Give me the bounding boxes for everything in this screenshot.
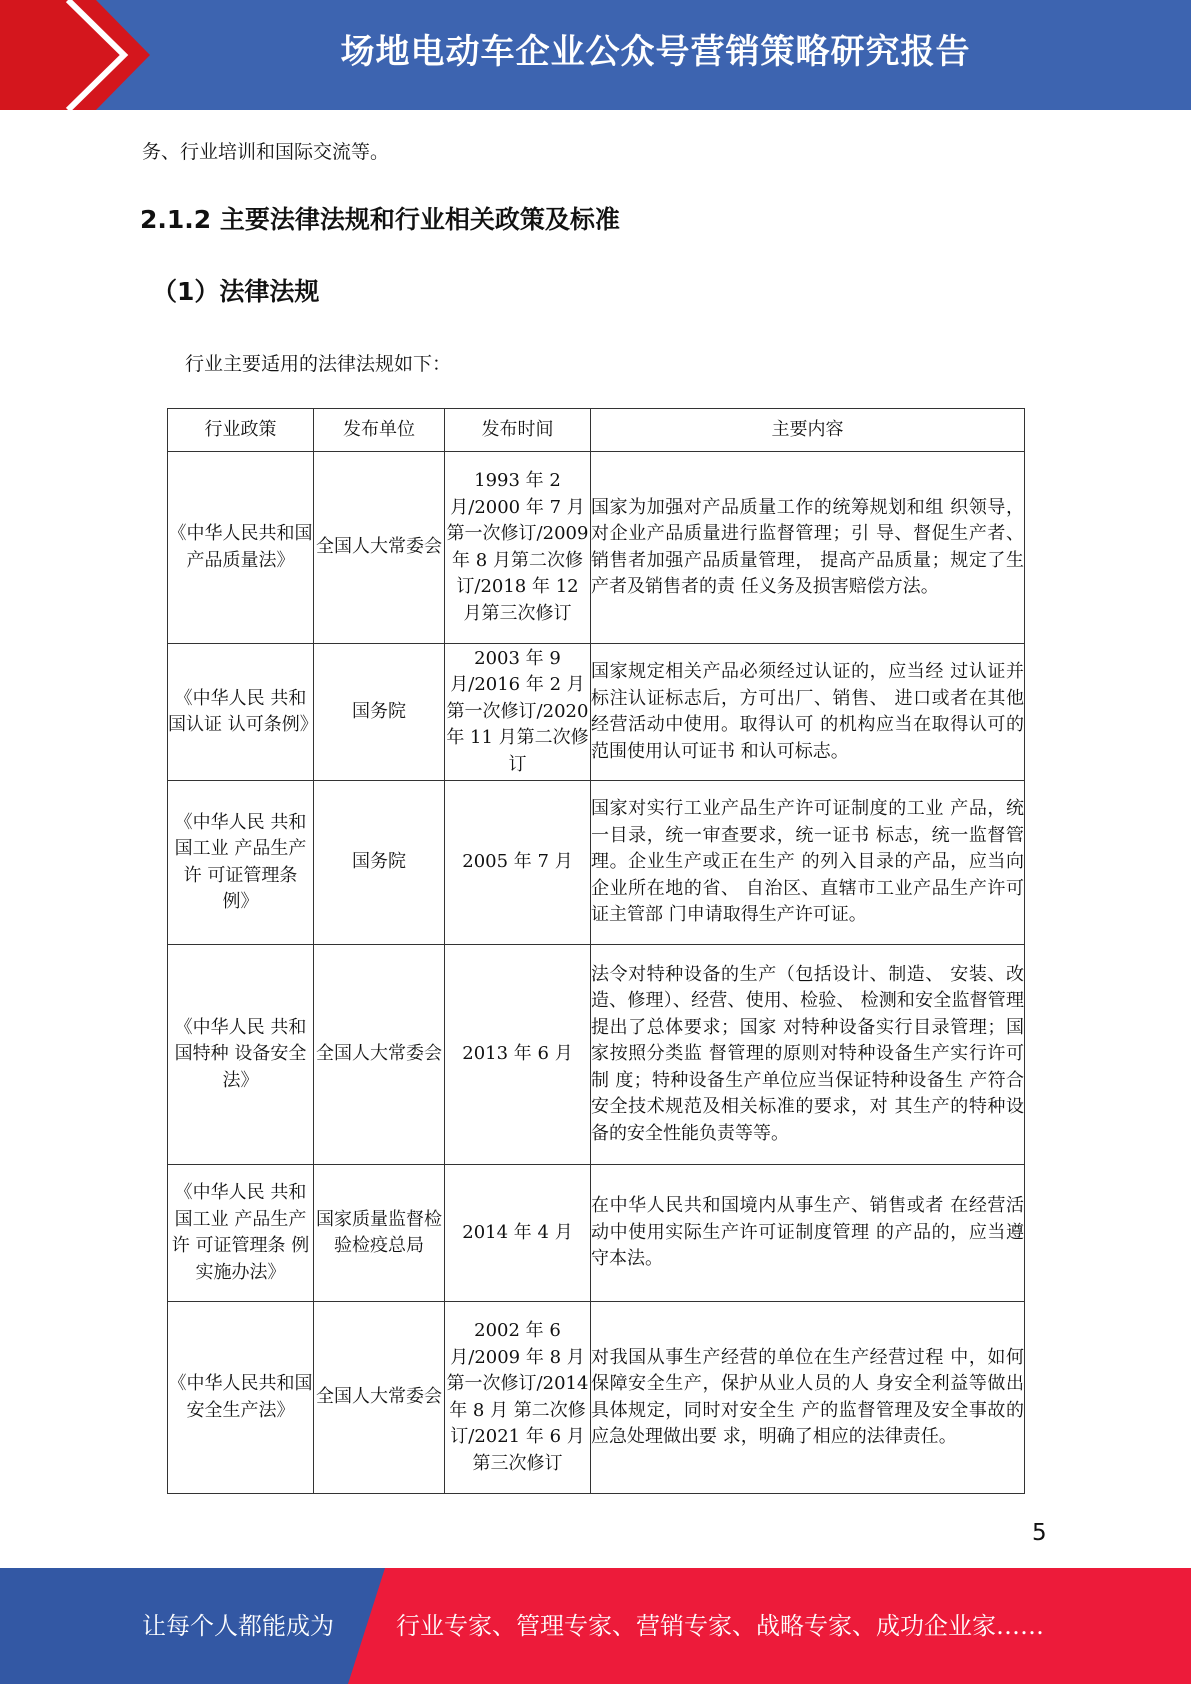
subsection-heading: （1）法律法规 [152, 277, 320, 306]
table-row [168, 644, 1025, 781]
lead-paragraph: 行业主要适用的法律法规如下： [185, 353, 452, 375]
cell-date: 2013 年 6 月 [445, 945, 591, 1165]
intro-paragraph: 务、行业培训和国际交流等。 [142, 141, 390, 163]
cell-issuer: 国务院 [314, 644, 445, 781]
cell-date: 2014 年 4 月 [445, 1165, 591, 1302]
cell-policy-name: 《中华人民 共和国工业 产品生产许 可证管理条 例实施办法》 [168, 1165, 314, 1302]
footer-slogan-left: 让每个人都能成为 [142, 1612, 334, 1640]
cell-issuer: 全国人大常委会 [314, 452, 445, 644]
table-row [168, 452, 1025, 644]
table-row [168, 945, 1025, 1165]
header-red-chevron [0, 0, 150, 110]
page-header [0, 0, 1191, 110]
cell-policy-name: 《中华人民 共和国特种 设备安全法》 [168, 945, 314, 1165]
cell-date: 2002 年 6 月/2009 年 8 月第一次修订/2014 年 8 月 第二次修订/2021 年 6 月 第三次修订 [445, 1302, 591, 1494]
cell-issuer: 全国人大常委会 [314, 945, 445, 1165]
section-heading: 2.1.2 主要法律法规和行业相关政策及标准 [140, 205, 620, 234]
cell-policy-name: 《中华人民 共和国认证 认可条例》 [168, 644, 314, 781]
header-title: 场地电动车企业公众号营销策略研究报告 [340, 32, 971, 72]
table-row [168, 1302, 1025, 1494]
cell-policy-name: 《中华人民共和国产品质量法》 [168, 452, 314, 644]
table-header-row [168, 409, 1025, 452]
page-number: 5 [1032, 1520, 1047, 1546]
cell-issuer: 国家质量监督检验检疫总局 [314, 1165, 445, 1302]
cell-content: 在中华人民共和国境内从事生产、销售或者 在经营活动中使用实际生产许可证制度管理 的产品的，应当遵守本法。 [591, 1165, 1025, 1302]
cell-content: 国家为加强对产品质量工作的统筹规划和组 织领导，对企业产品质量进行监督管理；引 导、督促生产者、销售者加强产品质量管理， 提高产品质量；规定了生产者及销售者的责 任义务及损害赔偿方法。 [591, 452, 1025, 644]
table-row [168, 781, 1025, 945]
header-issuer: 发布单位 [314, 409, 445, 452]
cell-policy-name: 《中华人民共和国安全生产法》 [168, 1302, 314, 1494]
cell-content: 国家对实行工业产品生产许可证制度的工业 产品，统一目录，统一审查要求，统一证书 标志，统一监督管理。企业生产或正在生产 的列入目录的产品，应当向企业所在地的省、 自治区、直辖市工业产品生产许可证主管部 门申请取得生产许可证。 [591, 781, 1025, 945]
cell-date: 2005 年 7 月 [445, 781, 591, 945]
cell-content: 对我国从事生产经营的单位在生产经营过程 中，如何保障安全生产，保护从业人员的人 身安全利益等做出具体规定，同时对安全生 产的监督管理及安全事故的应急处理做出要 求，明确了相应的法律责任。 [591, 1302, 1025, 1494]
footer-slogan-right: 行业专家、管理专家、营销专家、战略专家、成功企业家…… [396, 1612, 1044, 1640]
page-footer [0, 1568, 1191, 1684]
table-row [168, 1165, 1025, 1302]
header-date: 发布时间 [445, 409, 591, 452]
cell-date: 2003 年 9 月/2016 年 2 月第一次修订/2020 年 11 月第二次修订 [445, 644, 591, 781]
cell-issuer: 全国人大常委会 [314, 1302, 445, 1494]
header-policy: 行业政策 [168, 409, 314, 452]
cell-content: 法令对特种设备的生产（包括设计、制造、 安装、改造、修理）、经营、使用、检验、 检测和安全监督管理提出了总体要求；国家 对特种设备实行目录管理；国家按照分类监 督管理的原则对特种设备生产实行许可制 度；特种设备生产单位应当保证特种设备生 产符合安全技术规范及相关标准的要求，对 其生产的特种设备的安全性能负责等等。 [591, 945, 1025, 1165]
cell-date: 1993 年 2 月/2000 年 7 月第一次修订/2009 年 8 月第二次修订/2018 年 12 月第三次修订 [445, 452, 591, 644]
cell-content: 国家规定相关产品必须经过认证的，应当经 过认证并标注认证标志后，方可出厂、销售、 进口或者在其他经营活动中使用。取得认可 的机构应当在取得认可的范围使用认可证书 和认可标志。 [591, 644, 1025, 781]
cell-policy-name: 《中华人民 共和国工业 产品生产许 可证管理条 例》 [168, 781, 314, 945]
header-content: 主要内容 [591, 409, 1025, 452]
cell-issuer: 国务院 [314, 781, 445, 945]
regulations-table [167, 408, 1025, 1494]
